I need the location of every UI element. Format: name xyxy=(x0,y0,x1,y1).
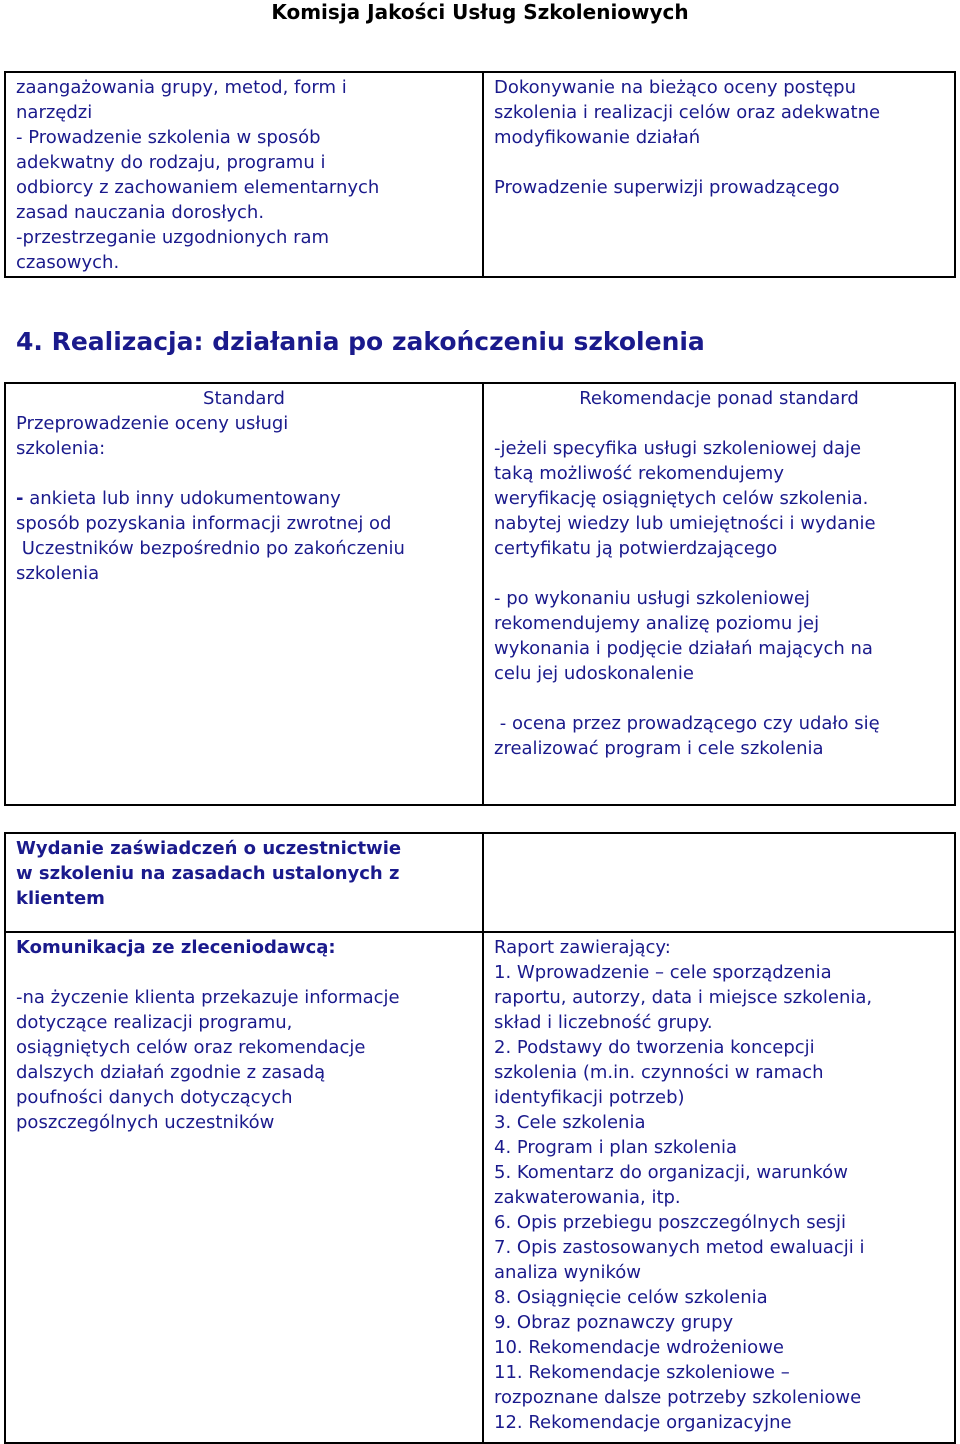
text-line: rekomendujemy analizę poziomu jej xyxy=(494,613,820,634)
text-line: szkolenia xyxy=(16,563,100,584)
text-line: zakwaterowania, itp. xyxy=(494,1187,681,1208)
report-cell xyxy=(483,932,955,1443)
text-line: dotyczące realizacji programu, xyxy=(16,1012,293,1033)
text-line: 3. Cele szkolenia xyxy=(494,1112,646,1133)
text-line: skład i liczebność grupy. xyxy=(494,1012,713,1033)
text-line: Wydanie zaświadczeń o uczestnictwie xyxy=(16,838,402,859)
text-line: odbiorcy z zachowaniem elementarnych xyxy=(16,177,380,198)
text-line: dalszych działań zgodnie z zasadą xyxy=(16,1062,326,1083)
text-line: 10. Rekomendacje wdrożeniowe xyxy=(494,1337,784,1358)
text-line: 1. Wprowadzenie – cele sporządzenia xyxy=(494,962,832,983)
text-line: szkolenia: xyxy=(16,438,106,459)
text-line: modyfikowanie działań xyxy=(494,127,701,148)
text-line: -jeżeli specyfika usługi szkoleniowej daje xyxy=(494,438,862,459)
text-line: analiza wyników xyxy=(494,1262,641,1283)
communication-cell xyxy=(5,932,483,1443)
text-line: -przestrzeganie uzgodnionych ram xyxy=(16,227,330,248)
column-header: Rekomendacje ponad standard xyxy=(579,388,859,409)
table-row xyxy=(5,383,955,805)
page-header: Komisja Jakości Usług Szkoleniowych xyxy=(271,0,689,24)
text-line: ankieta lub inny udokumentowany xyxy=(23,488,341,509)
text-line: weryfikację osiągniętych celów szkolenia. xyxy=(494,488,869,509)
table-row xyxy=(5,833,955,932)
text-line: - Prowadzenie szkolenia w sposób xyxy=(16,127,321,148)
text-line: klientem xyxy=(16,888,105,909)
text-line: 5. Komentarz do organizacji, warunków xyxy=(494,1162,848,1183)
text-line: szkolenia i realizacji celów oraz adekwatne xyxy=(494,102,881,123)
text-line: nabytej wiedzy lub umiejętności i wydanie xyxy=(494,513,876,534)
table-top-left-cell xyxy=(5,72,483,277)
recommendations-cell xyxy=(483,383,955,805)
text-line: Prowadzenie superwizji prowadzącego xyxy=(494,177,840,198)
cell-title: Komunikacja ze zleceniodawcą: xyxy=(16,937,336,958)
table-row xyxy=(5,72,955,277)
text-line: - po wykonaniu usługi szkoleniowej xyxy=(494,588,810,609)
text-line: - ocena przez prowadzącego czy udało się xyxy=(494,713,880,734)
table-row xyxy=(5,932,955,1443)
text-line: 7. Opis zastosowanych metod ewaluacji i xyxy=(494,1237,865,1258)
text-line: Dokonywanie na bieżąco oceny postępu xyxy=(494,77,857,98)
column-header: Standard xyxy=(203,388,285,409)
text-line: sposób pozyskania informacji zwrotnej od xyxy=(16,513,392,534)
table-top xyxy=(4,71,956,278)
text-line: adekwatny do rodzaju, programu i xyxy=(16,152,326,173)
text-line: rozpoznane dalsze potrzeby szkoleniowe xyxy=(494,1387,862,1408)
text-line: poufności danych dotyczących xyxy=(16,1087,293,1108)
text-line: -na życzenie klienta przekazuje informacje xyxy=(16,987,400,1008)
table-bottom xyxy=(4,832,956,1444)
text-line: w szkoleniu na zasadach ustalonych z xyxy=(16,863,400,884)
text-line: 2. Podstawy do tworzenia koncepcji xyxy=(494,1037,815,1058)
text-line: 8. Osiągnięcie celów szkolenia xyxy=(494,1287,768,1308)
empty-cell xyxy=(483,833,955,932)
table-standard xyxy=(4,382,956,806)
text-line: zasad nauczania dorosłych. xyxy=(16,202,265,223)
text-line: raportu, autorzy, data i miejsce szkolenia, xyxy=(494,987,873,1008)
text-line: zaangażowania grupy, metod, form i xyxy=(16,77,347,98)
text-line: czasowych. xyxy=(16,252,120,273)
text-line: osiągniętych celów oraz rekomendacje xyxy=(16,1037,366,1058)
text-line: 4. Program i plan szkolenia xyxy=(494,1137,738,1158)
text-line: narzędzi xyxy=(16,102,93,123)
text-line: szkolenia (m.in. czynności w ramach xyxy=(494,1062,824,1083)
text-line: Przeprowadzenie oceny usługi xyxy=(16,413,289,434)
dash-marker: - xyxy=(16,488,24,509)
text-line: celu jej udoskonalenie xyxy=(494,663,694,684)
text-line: 6. Opis przebiegu poszczególnych sesji xyxy=(494,1212,847,1233)
text-line: wykonania i podjęcie działań mających na xyxy=(494,638,873,659)
text-line: 9. Obraz poznawczy grupy xyxy=(494,1312,734,1333)
text-line: 11. Rekomendacje szkoleniowe – xyxy=(494,1362,790,1383)
text-line: zrealizować program i cele szkolenia xyxy=(494,738,824,759)
text-line: poszczególnych uczestników xyxy=(16,1112,275,1133)
standard-cell xyxy=(5,383,483,805)
text-line: certyfikatu ją potwierdzającego xyxy=(494,538,778,559)
text-line: Raport zawierający: xyxy=(494,937,671,958)
text-line: 12. Rekomendacje organizacyjne xyxy=(494,1412,792,1433)
text-line: identyfikacji potrzeb) xyxy=(494,1087,685,1108)
text-line: taką możliwość rekomendujemy xyxy=(494,463,784,484)
certificates-cell xyxy=(5,833,483,932)
table-top-right-cell xyxy=(483,72,955,277)
text-line: Uczestników bezpośrednio po zakończeniu xyxy=(16,538,405,559)
section-heading: 4. Realizacja: działania po zakończeniu szkolenia xyxy=(16,327,705,356)
list-item xyxy=(16,486,472,511)
